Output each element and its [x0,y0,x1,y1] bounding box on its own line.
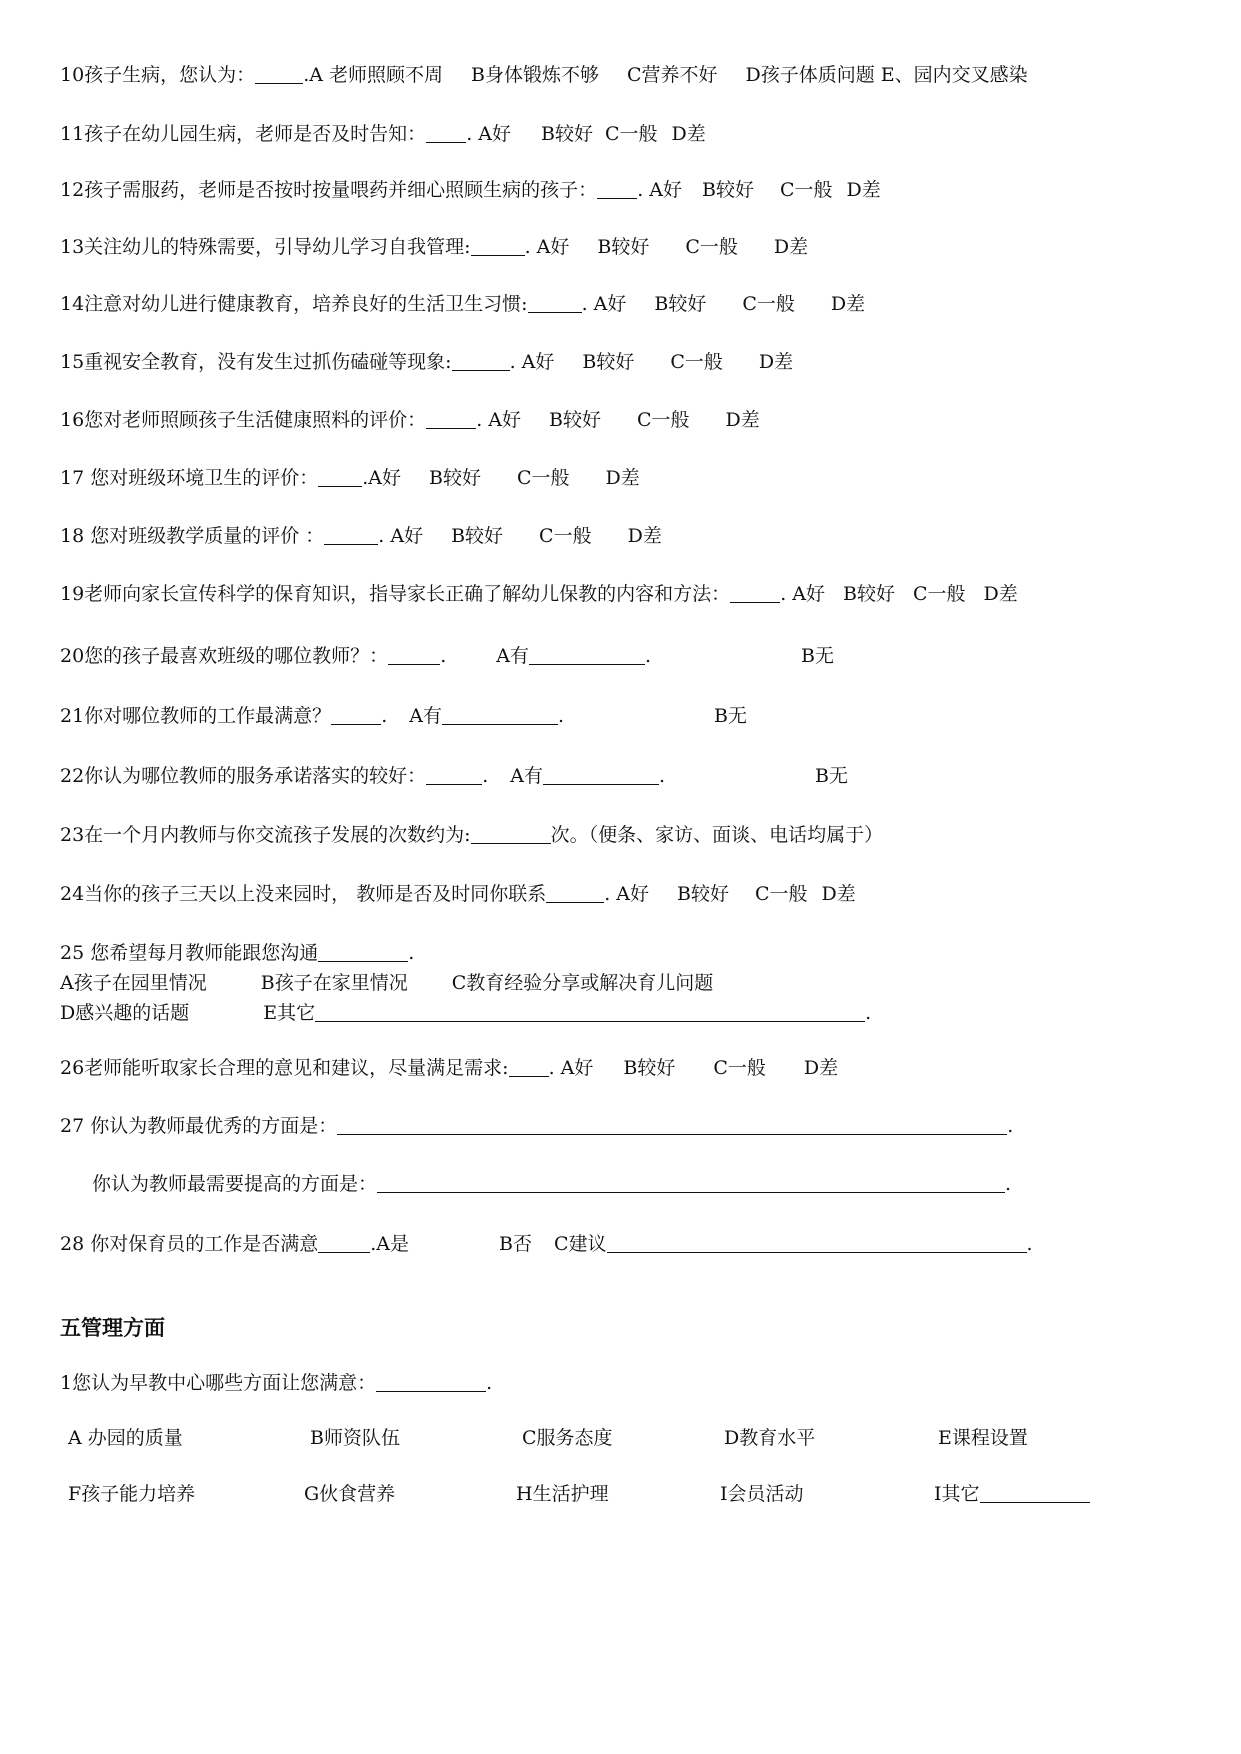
question-text: 你认为教师最需要提高的方面是： [92,1173,378,1195]
option-i: I会员活动 [720,1483,804,1505]
answer-blank[interactable] [331,704,381,725]
question-text: 15重视安全教育，没有发生过抓伤磕碰等现象: [60,351,452,373]
question-27-part2 [92,1171,1011,1197]
option-d: D差 [773,236,809,258]
question-19 [60,581,1018,607]
teacher-name-blank[interactable] [442,704,558,725]
answer-blank[interactable] [318,1232,370,1253]
answer-blank[interactable] [730,582,780,603]
answer-blank[interactable] [376,1371,486,1392]
suggestion-blank[interactable] [607,1232,1027,1253]
answer-blank[interactable] [318,466,362,487]
option-d: D差 [803,1057,839,1079]
option-b: B身体锻炼不够 [471,64,599,86]
question-text: 18 您对班级教学质量的评价 ： [60,525,325,547]
option-d: D差 [627,525,662,547]
option-a: A有 [510,765,543,787]
option-a: . A好 [548,1057,594,1079]
option-e: E其它 [263,1002,316,1024]
option-b: B较好 [702,179,754,201]
answer-blank[interactable] [471,235,525,256]
period: . [486,1372,493,1394]
option-b: B无 [714,705,747,727]
option-c: C一般 [779,179,833,201]
section-heading: 五管理方面 [60,1316,165,1340]
option-b: B较好 [677,883,729,905]
option-b: B师资队伍 [310,1427,400,1449]
management-question-1 [60,1370,492,1396]
option-h: H生活护理 [516,1483,609,1505]
question-24 [60,881,856,907]
option-a: . A好 [466,123,511,145]
option-d: D感兴趣的话题 [60,1002,190,1024]
question-text: 22你认为哪位教师的服务承诺落实的较好： [60,765,427,787]
option-a: A 办园的质量 [68,1427,183,1449]
option-a: . A好 [637,179,682,201]
question-text: 14注意对幼儿进行健康教育，培养良好的生活卫生习惯: [60,293,528,315]
option-b: B较好 [428,467,481,489]
period: . [557,705,565,727]
option-b: B较好 [549,409,601,431]
period: . [1026,1233,1033,1255]
question-21 [60,703,747,729]
option-d: D差 [983,583,1018,605]
option-c: C一般 [742,293,795,315]
answer-blank[interactable] [324,524,378,545]
option-b: B较好 [597,236,650,258]
option-b: B无 [801,645,834,667]
question-text: 26老师能听取家长合理的意见和建议，尽量满足需求: [60,1057,509,1079]
option-b: B否 [498,1233,532,1255]
question-text: 12孩子需服药，老师是否按时按量喂药并细心照顾生病的孩子： [60,179,598,201]
option-c: C一般 [670,351,723,373]
option-a: . A好 [604,883,650,905]
option-a: A孩子在园里情况 [60,972,207,994]
other-blank[interactable] [980,1482,1090,1503]
question-20 [60,643,834,669]
question-text: 23在一个月内教师与你交流孩子发展的次数约为: [60,824,471,846]
question-text: 24当你的孩子三天以上没来园时， 教师是否及时同你联系 [60,883,547,905]
option-b: B较好 [654,293,707,315]
option-d: D孩子体质问题 E、园内交叉感染 [745,64,1028,86]
option-f: F孩子能力培养 [68,1483,196,1505]
question-text: 21你对哪位教师的工作最满意？ [60,705,332,727]
question-25-options-row1 [60,970,713,996]
option-c: C一般 [636,409,690,431]
question-text: 16您对老师照顾孩子生活健康照料的评价： [60,409,427,431]
option-c: C一般 [516,467,570,489]
option-a: . A好 [524,236,570,258]
answer-blank[interactable] [255,63,303,84]
period: . [482,765,489,787]
question-text: 19老师向家长宣传科学的保育知识，指导家长正确了解幼儿保教的内容和方法： [60,583,731,605]
option-d: D差 [758,351,794,373]
question-text: 11孩子在幼儿园生病，老师是否及时告知： [60,123,427,145]
period: . [865,1002,872,1024]
question-10 [60,62,1028,88]
option-a: . A好 [378,525,424,547]
other-blank[interactable] [315,1001,865,1022]
option-c: C一般 [685,236,738,258]
question-28 [60,1231,1033,1257]
option-c: C建议 [553,1233,607,1255]
question-text: 13关注幼儿的特殊需要，引导幼儿学习自我管理: [60,236,471,258]
answer-blank[interactable] [509,1056,549,1077]
question-text: 27 你认为教师最优秀的方面是： [60,1115,338,1137]
option-d: D差 [830,293,866,315]
option-a: . A好 [780,583,825,605]
option-b: B较好 [541,123,593,145]
answer-blank[interactable] [452,350,510,371]
option-b: B较好 [623,1057,676,1079]
option-a: .A 老师照顾不周 [303,64,443,86]
period: . [408,942,415,964]
question-text: 25 您希望每月教师能跟您沟通 [60,942,319,964]
option-a: A有 [496,645,529,667]
answer-blank[interactable] [546,882,604,903]
teacher-name-blank[interactable] [543,764,659,785]
answer-blank[interactable] [337,1114,1007,1135]
option-d: D差 [725,409,760,431]
option-b: B较好 [843,583,895,605]
question-15 [60,349,793,375]
question-text: 1您认为早教中心哪些方面让您满意： [60,1372,377,1394]
option-c: C一般 [755,883,808,905]
question-13 [60,234,808,260]
option-a: A有 [409,705,442,727]
option-d: D差 [671,123,706,145]
question-18 [60,523,662,549]
option-c: C一般 [912,583,966,605]
question-suffix: 次。（便条、家访、面谈、电话均属于） [550,824,884,846]
period: . [1007,1115,1014,1137]
teacher-name-blank[interactable] [529,644,645,665]
period: . [658,765,666,787]
question-14 [60,291,865,317]
option-c: C营养不好 [626,64,718,86]
question-text: 17 您对班级环境卫生的评价： [60,467,319,489]
answer-blank[interactable] [377,1172,1005,1193]
answer-blank[interactable] [426,408,476,429]
period: . [644,645,652,667]
answer-blank[interactable] [471,823,551,844]
option-d: D差 [821,883,856,905]
option-a: . A好 [509,351,555,373]
option-a: . A好 [581,293,627,315]
answer-blank[interactable] [426,764,482,785]
question-26 [60,1055,838,1081]
option-e: E课程设置 [938,1427,1028,1449]
option-a: . A好 [476,409,521,431]
question-text: 10孩子生病，您认为： [60,64,256,86]
option-g: G伙食营养 [304,1483,396,1505]
option-b: B孩子在家里情况 [260,972,408,994]
option-b: B无 [815,765,848,787]
question-text: 28 你对保育员的工作是否满意 [60,1233,319,1255]
option-c: C教育经验分享或解决育儿问题 [451,972,714,994]
answer-blank[interactable] [426,122,466,143]
option-a: .A好 [362,467,401,489]
option-d: D差 [846,179,881,201]
period: . [1005,1173,1012,1195]
option-d: D教育水平 [724,1427,816,1449]
period: . [381,705,388,727]
option-other [934,1481,1090,1507]
option-b: B较好 [451,525,504,547]
question-16 [60,407,760,433]
option-b: B较好 [582,351,635,373]
question-11 [60,121,706,147]
question-text: 20您的孩子最喜欢班级的哪位教师？： [60,645,389,667]
question-22 [60,763,848,789]
answer-blank[interactable] [528,292,582,313]
option-c: C一般 [604,123,658,145]
answer-blank[interactable] [388,644,440,665]
question-17 [60,465,640,491]
question-23 [60,822,883,848]
option-d: D差 [605,467,640,489]
question-27 [60,1113,1013,1139]
answer-blank[interactable] [597,178,637,199]
option-c: C一般 [539,525,592,547]
question-12 [60,177,881,203]
option-c: C服务态度 [522,1427,613,1449]
answer-blank[interactable] [318,941,408,962]
option-other-label: I其它 [934,1483,980,1505]
question-25 [60,940,414,966]
question-25-options-row2 [60,1000,871,1026]
period: . [440,645,447,667]
option-c: C一般 [713,1057,766,1079]
option-a: .A是 [370,1233,409,1255]
